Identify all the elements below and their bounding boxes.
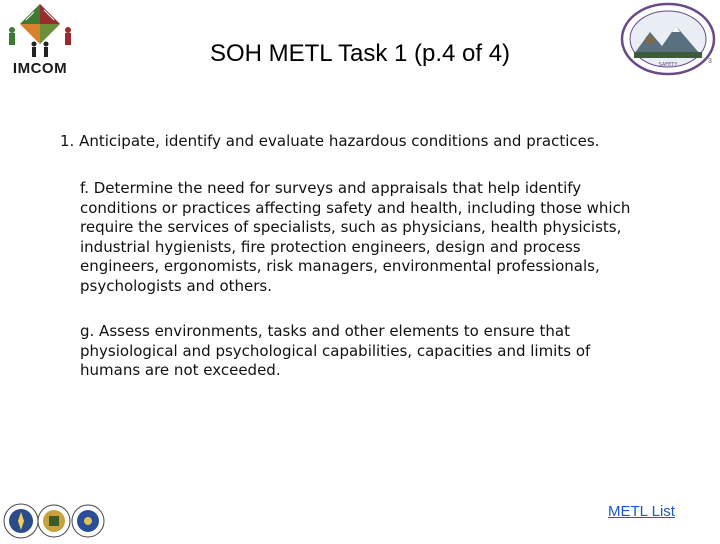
task-heading: 1. Anticipate, identify and evaluate hazardous conditions and practices. <box>60 132 600 150</box>
safety-seal <box>620 2 716 76</box>
safety-seal-icon <box>620 2 716 76</box>
dod-seal-icon <box>4 504 38 538</box>
imcom-logo-text: IMCOM <box>12 60 68 77</box>
paragraph-g-line: humans are not exceeded. <box>80 361 281 379</box>
army-seal-icon <box>38 505 70 537</box>
airforce-seal-icon <box>72 505 104 537</box>
paragraph-f-line: engineers, ergonomists, risk managers, environmental professionals, <box>80 257 600 275</box>
page-number: 3 <box>708 58 712 65</box>
paragraph-g <box>80 322 680 381</box>
seal-label: SAFETY <box>658 62 678 68</box>
paragraph-f-line: conditions or practices affecting safety and health, including those which <box>80 198 631 217</box>
paragraph-f <box>80 179 680 296</box>
paragraph-f-line: f. Determine the need for surveys and appraisals that help identify <box>80 179 582 197</box>
page-title: SOH METL Task 1 (p.4 of 4) <box>209 40 511 67</box>
paragraph-f-line: industrial hygienists, fire protection engineers, design and process <box>80 237 581 256</box>
paragraph-g-line: physiological and psychological capabilities, capacities and limits of <box>80 341 591 360</box>
paragraph-f-line: psychologists and others. <box>80 276 272 295</box>
paragraph-f-line: require the services of specialists, such as physicians, health physicists, <box>80 218 622 236</box>
imcom-emblem-icon <box>0 0 80 62</box>
metl-list-link[interactable]: METL List <box>608 503 675 520</box>
imcom-logo <box>0 0 80 90</box>
paragraph-g-line: g. Assess environments, tasks and other elements to ensure that <box>80 322 570 340</box>
service-seals <box>2 502 106 540</box>
